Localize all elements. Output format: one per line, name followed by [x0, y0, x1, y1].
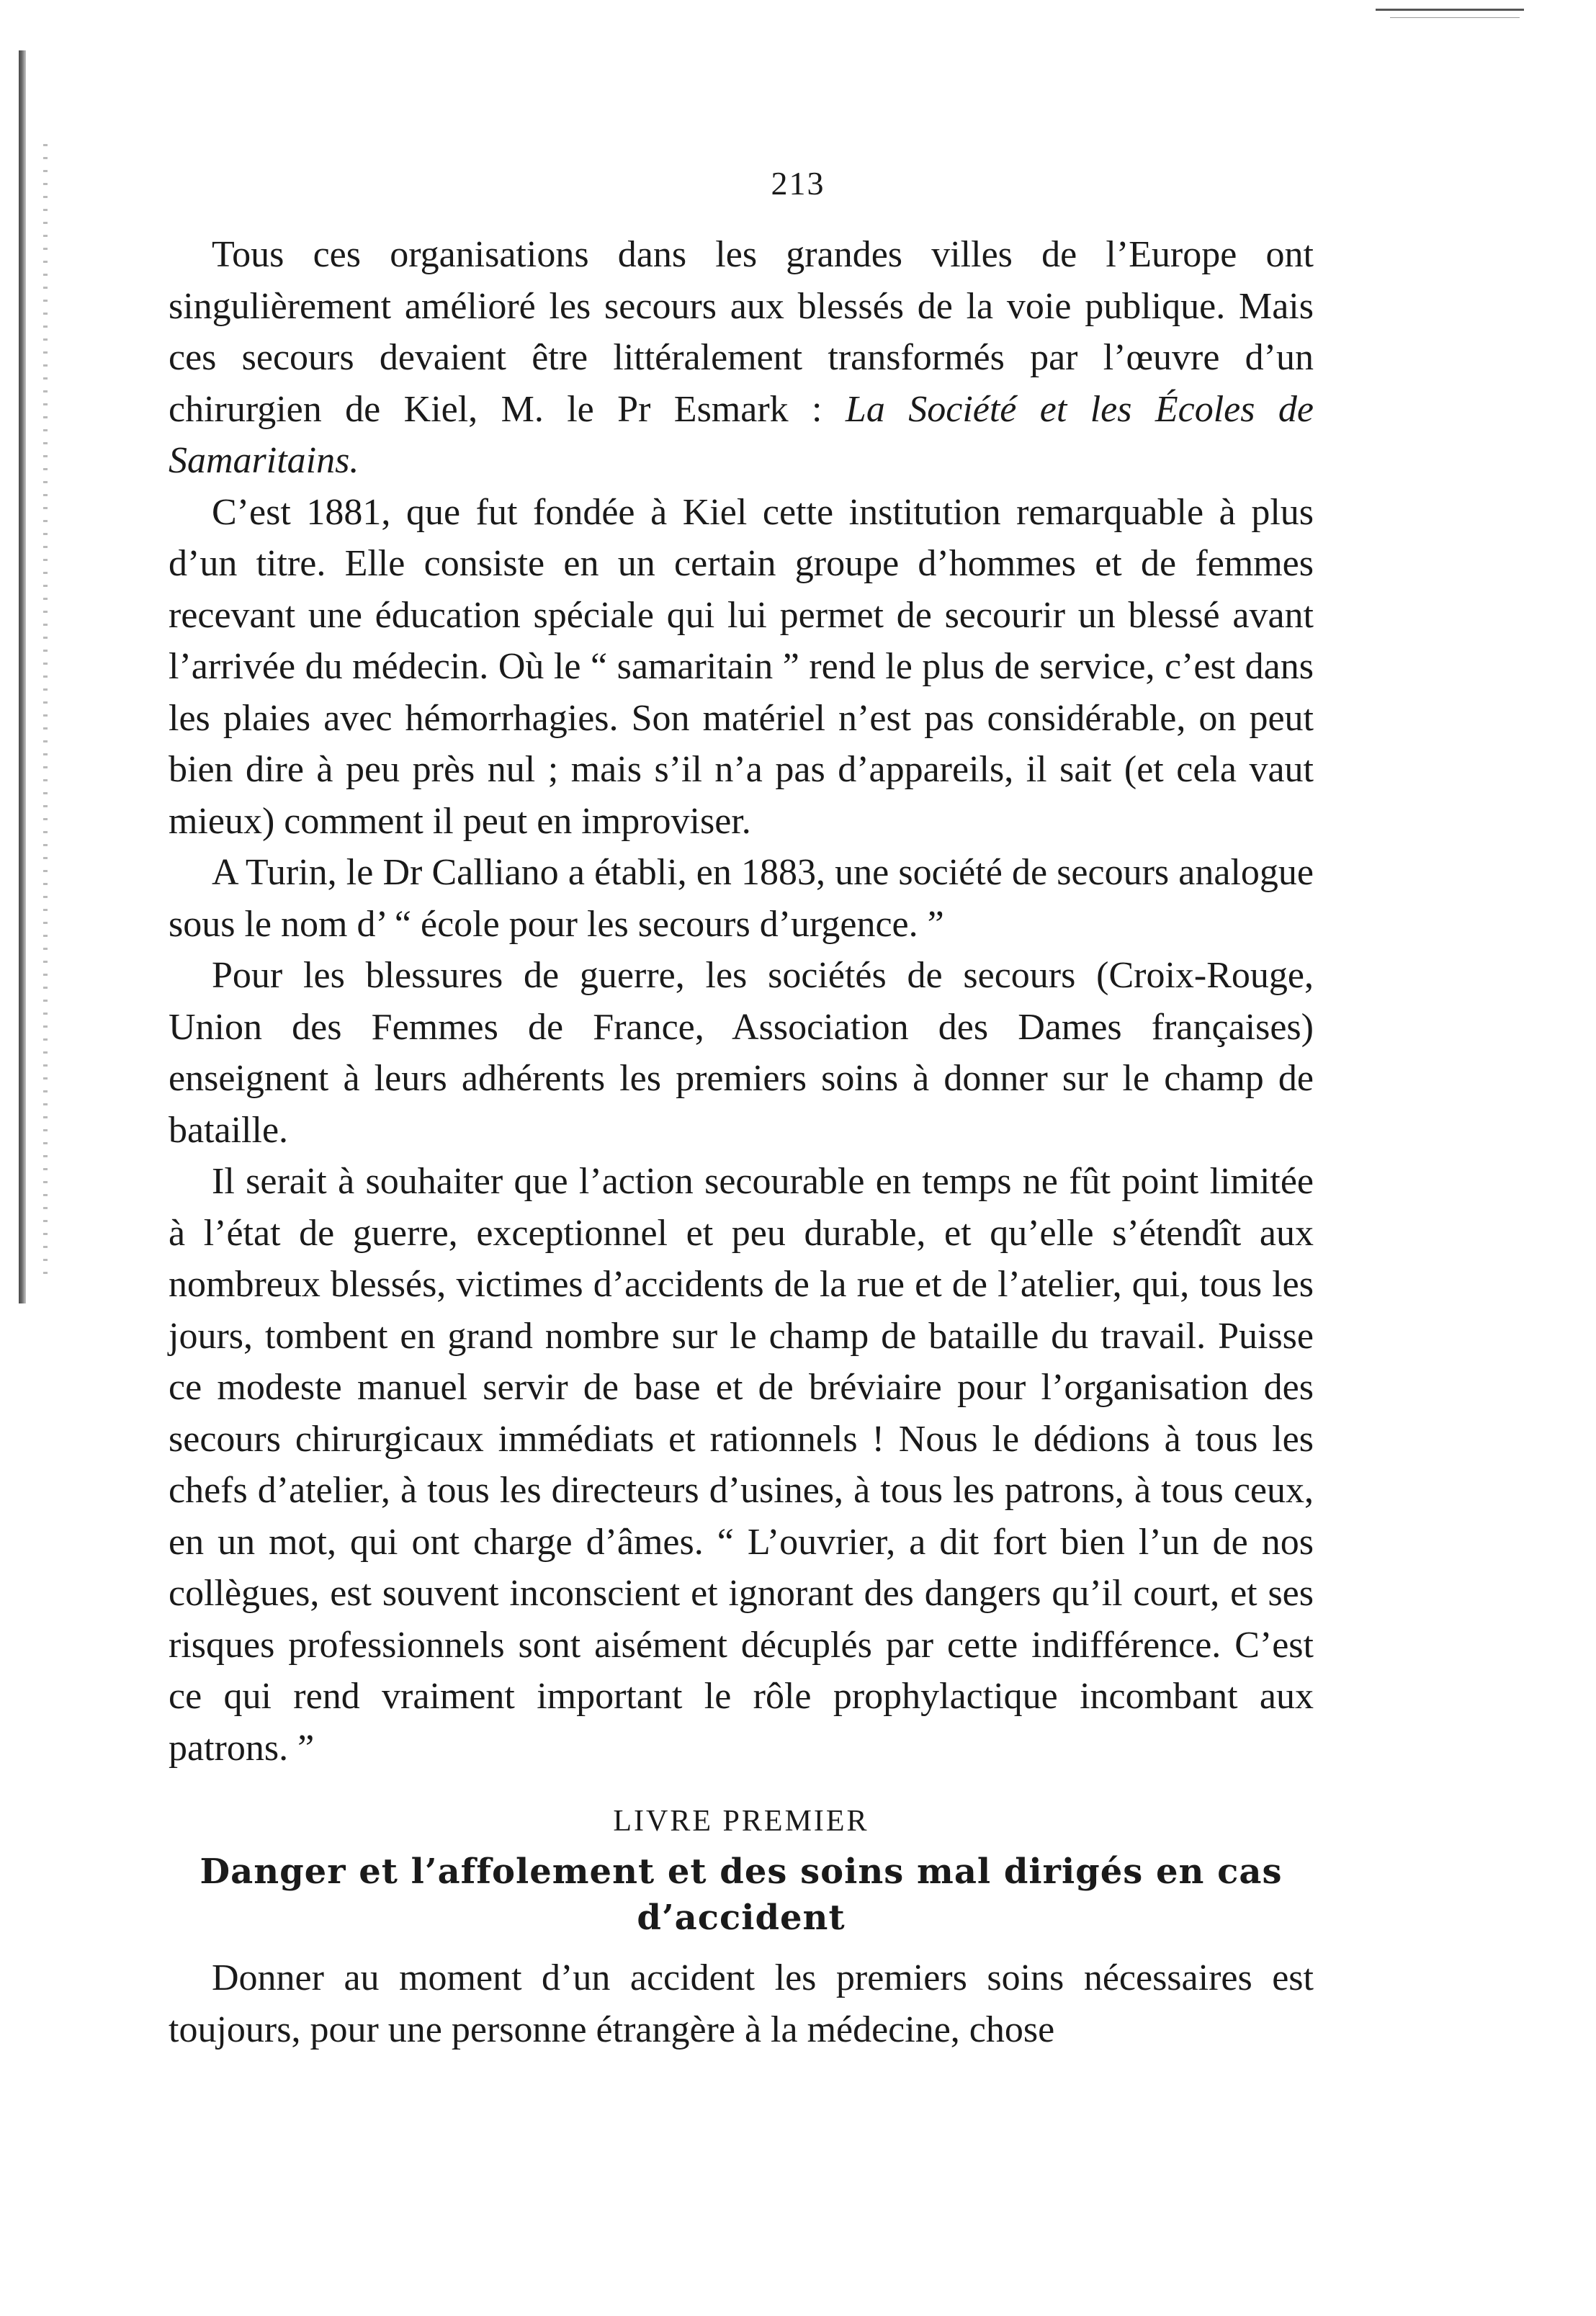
- paragraph: [169, 229, 1314, 487]
- section-title: Danger et l’affolement et des soins mal dirigés en cas d’accident: [200, 1852, 1283, 1938]
- top-edge-rule: [1376, 9, 1524, 11]
- paragraph: C’est 1881, que fut fondée à Kiel cette institution remarquable à plus d’un titre. Elle consiste en un certain groupe d’hommes et de femmes recevant une éducation spéciale qui lui permet de secourir un blessé avant l’arrivée du médecin. Où le “ samaritain ” rend le plus de service, c’est dans les plaies avec hémorrhagies. Son matériel n’est pas considérable, on peut bien dire à peu près nul ; mais s’il n’a pas d’appareils, il sait (et cela vaut mieux) comment il peut en improviser.: [169, 491, 1314, 842]
- paragraph-text: Tous ces organisations dans les grandes villes de l’Europe ont singulièrement amélioré les secours aux blessés de la voie publique. Mais ces secours devaient être littéralement transformés par l’œuvre d’un chirurgien de Kiel, M. le Pr Esmark :: [169, 234, 1314, 430]
- page-binding-edge: [19, 50, 26, 1303]
- paragraph: Il serait à souhaiter que l’action secourable en temps ne fût point limitée à l’état de guerre, exceptionnel et peu durable, et qu’elle s’étendît aux nombreux blessés, victimes d’accidents de la rue et de l’atelier, qui, tous les jours, tombent en grand nombre sur le champ de bataille du travail. Puisse ce modeste manuel servir de base et de bréviaire pour l’organisation des secours chirurgicaux immédiats et rationnels ! Nous le dédions à tous les chefs d’atelier, à tous les directeurs d’usines, à tous les patrons, à tous ceux, en un mot, qui ont charge d’âmes. “ L’ouvrier, a dit fort bien l’un de nos collègues, est souvent inconscient et ignorant des dangers qu’il court, et ses risques professionnels sont aisément décuplés par cette indifférence. C’est ce qui rend vraiment important le rôle prophylactique incombant aux patrons. ”: [169, 1161, 1314, 1769]
- paragraph: Donner au moment d’un accident les premiers soins nécessaires est toujours, pour une personne étrangère à la médecine, chose: [169, 1957, 1314, 2050]
- paragraph: A Turin, le Dr Calliano a établi, en 1883, une société de secours analogue sous le nom d’ “ école pour les secours d’urgence. ”: [169, 852, 1314, 945]
- paragraph: Pour les blessures de guerre, les sociétés de secours (Croix-Rouge, Union des Femmes de France, Association des Dames françaises) enseignent à leurs adhérents les premiers soins à donner sur le champ de bataille.: [169, 955, 1314, 1151]
- page-number: 213: [771, 165, 825, 202]
- body-text: [169, 229, 1314, 2055]
- page-binding-marks: [43, 144, 48, 1282]
- section-label: LIVRE PREMIER: [613, 1805, 869, 1838]
- top-edge-rule-thin: [1390, 17, 1520, 18]
- paragraph-italic-title: La Société et les Écoles de Samaritains.: [169, 388, 1314, 481]
